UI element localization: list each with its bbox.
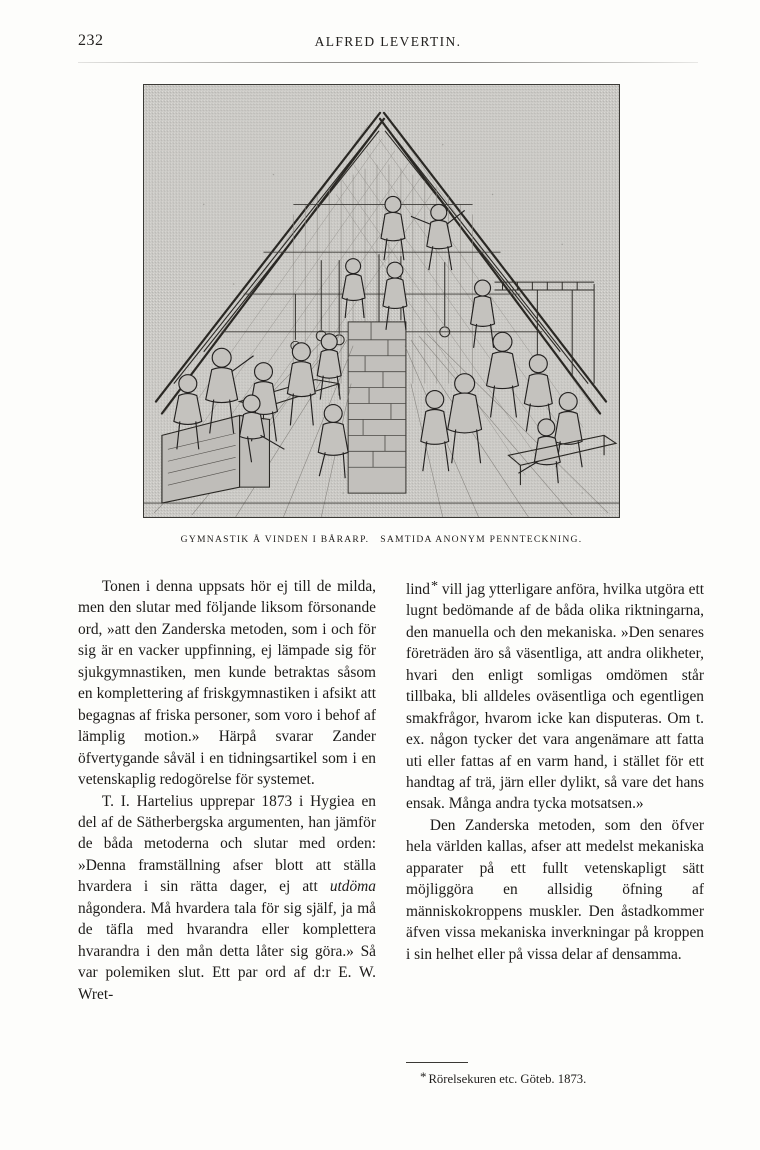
running-title: ALFRED LEVERTIN. [314, 34, 462, 49]
text-column-left [78, 576, 376, 1005]
footnote-rule [406, 1062, 468, 1063]
paragraph: Tonen i denna uppsats hör ej till de milda, men den slutar med följande liksom försonande ord, »att den Zanderska metoden, som i och för sig är en vacker uppfinning, ej lämpade sig för sjukgymnastiken, men kunde betraktas såsom en komplettering af friskgymnastiken i afsikt att begagnas af friska personer, som voro i behof af lämplig motion.» Härpå svarar Zander öfvertygande såväl i en tidningsartikel som i en vetenskaplig redogörelse för systemet. [78, 578, 376, 789]
paragraph-continued [406, 576, 704, 815]
caption-title: GYMNASTIK Å VINDEN I BÅRARP. [180, 534, 370, 545]
header-rule [78, 62, 698, 63]
page-number: 232 [78, 32, 104, 49]
caption-credit: SAMTIDA ANONYM PENNTECKNING. [380, 534, 583, 545]
footnote-reference: * [430, 578, 439, 594]
footnote [406, 1068, 704, 1088]
paragraph-head: T. I. Hartelius upprepar 1873 i Hygiea en del af de Sätherbergska argumenten, han jämför de båda metoderna och slutar med orden: »Denna framställning afser blott att ställa hvardera i sin rätta dager, ej att [78, 792, 376, 896]
paragraph-tail: vill jag ytterligare anföra, hvilka utgöra ett lugnt bedömande af de båda olika riktningarna, den manuella och den mekaniska. »Den senares företräden äro så väsentliga, att andra olikheter, hvari den enligt somligas omdömen står tillbaka, bli alldeles oväsentliga och egentligen smakfrågor, hvarom icke kan disputeras. Om t. ex. någon tycker det vara angenämare att fatta uti eller fattas af en varm hand, i stället för ett handtag af trä, järn eller dylikt, så vare det hans ensak. Många andra tycka motsatsen.» [406, 580, 704, 813]
paragraph [78, 791, 376, 1006]
footnote-marker: * [419, 1069, 427, 1084]
illustration-plate [143, 84, 620, 518]
footnote-text: Rörelsekuren etc. Göteb. 1873. [428, 1071, 587, 1086]
running-head [78, 30, 698, 58]
emphasis-word: utdöma [329, 878, 376, 896]
attic-gymnasium-drawing [144, 85, 619, 517]
text-column-right [406, 576, 704, 965]
paragraph-tail: någondera. Må hvardera tala för sig själf, ja må de täfla med hvarandra eller komplettera hvarandra i den mån detta låter sig göra.» Så var polemiken slut. Ett par ord af d:r E. W. Wret- [78, 899, 376, 1003]
illustration-caption [143, 534, 620, 545]
paragraph: Den Zanderska metoden, som den öfver hela världen kallas, afser att medelst mekaniska apparater på ett fullt vetenskapligt sätt möjliggöra en allsidig öfning af människokroppens muskler. Den åstadkommer äfven vissa mekaniska inverkningar på kroppen i sin helhet eller på vissa delar af densamma. [406, 816, 704, 963]
carryover-word: lind [406, 580, 430, 598]
